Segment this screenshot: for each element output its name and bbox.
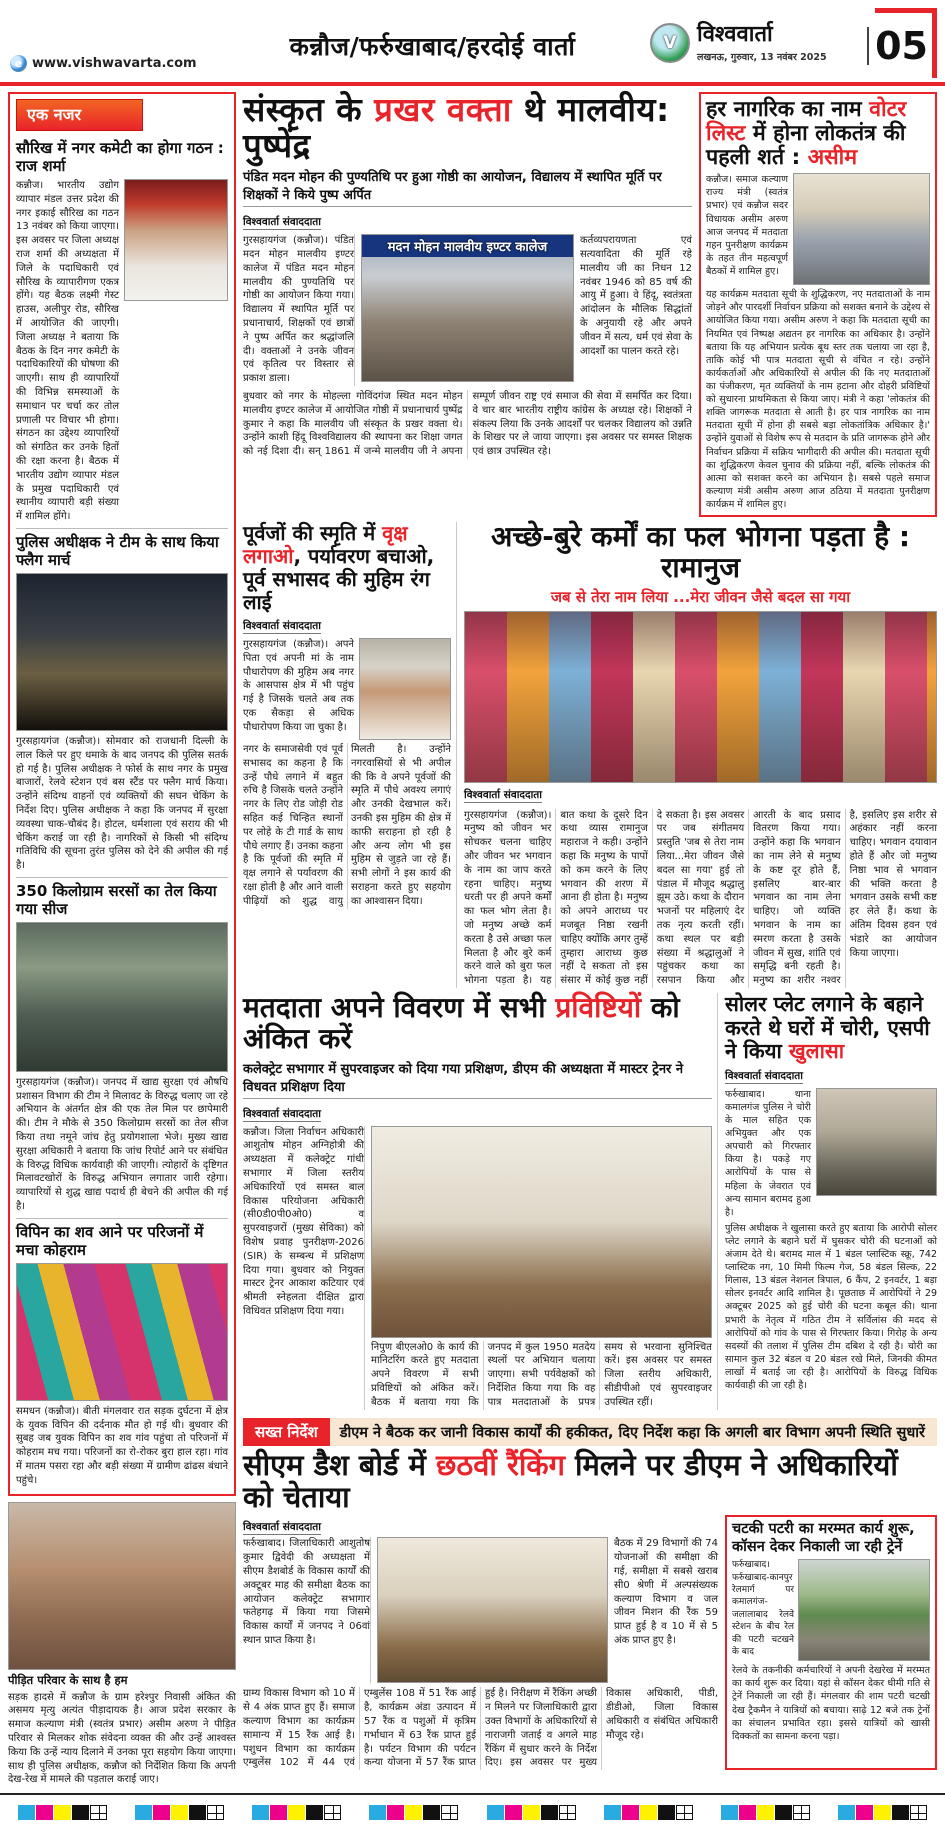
- article-body: बुधवार को नगर के मोहल्ला गोविंदगंज स्थित मदन मोहन मालवीय इण्टर कालेज में आयोजित गोष्ठी में प्रधानाचार्य पुष्पेंद्र कुमार ने कहा कि मालवीय जी संस्कृत के प्रखर वक्ता थे। उन्होंने काशी हिंदू विश्वविद्यालय की स्थापना कर शिक्षा जगत को नई दिशा दी। सन् 1861 में जन्मे मालवीय जी ने अपना सम्पूर्ण जीवन राष्ट्र एवं समाज की सेवा में समर्पित कर दिया। वे चार बार भारतीय राष्ट्रीय कांग्रेस के अध्यक्ष रहे। शिक्षकों ने संकल्प लिया कि उनके आदर्शों पर चलकर विद्यालय को उन्नति के शिखर पर ले जाया जाएगा। इस अवसर पर समस्त शिक्षक एवं छात्र उपस्थित रहे।: [243, 391, 692, 458]
- main-column: [243, 92, 937, 1787]
- browser-icon: e: [10, 55, 27, 72]
- headline-part: , पर्यावरण बचाओ, पूर्व सभासद की मुहिम रंग लाई: [243, 544, 435, 615]
- cyan-swatch: [252, 1805, 269, 1820]
- kicker-badge: सख्त निर्देश: [243, 1418, 330, 1446]
- article-body: ग्राम्य विकास विभाग को 10 में से 4 अंक प्राप्त हुए हैं। समाज कल्याण विभाग का कार्यक्रम सामान्य में 15 रैंक आई है। पशुधन विभाग का कार्यक्रम एम्बुलेंस 102 में 44 एवं एम्बुलेंस 108 में 51 रैंक आई है, कार्यक्रम अंडा उत्पादन में 57 रैंक व पशुओं में कृत्रिम गर्भाधान में 63 रैंक प्राप्त हुई है। पर्यटन विभाग की पर्यटन कन्या योजना में 57 रैंक प्राप्त हुई है। निरीक्षण में रैंकिंग अच्छी न मिलने पर जिलाधिकारी द्वारा उक्त विभागों के अधिकारियों से नाराजगी जताई व अगले माह रैंकिंग में सुधार करने के निर्देश दिए। इस अवसर पर मुख्य विकास अधिकारी, पीडी, डीडीओ, जिला विकास अधिकारी व संबंधित अधिकारी मौजूद रहे।: [243, 1688, 718, 1769]
- yellow-swatch: [757, 1805, 774, 1820]
- brand-name: विश्ववार्ता: [697, 21, 773, 47]
- headline-part: सोलर प्लेट लगाने के बहाने करते थे घरों में चोरी, एसपी ने किया: [725, 992, 930, 1064]
- headline-matdata[interactable]: [243, 993, 712, 1055]
- cyan-swatch: [135, 1805, 152, 1820]
- article-track-repair: [725, 1515, 937, 1770]
- headline-saurikh[interactable]: सौरिख में नगर कमेटी का होगा गठन : राज शर्मा: [16, 139, 224, 175]
- black-swatch: [775, 1805, 792, 1820]
- photo-college-gathering: [361, 234, 574, 382]
- photo-police-flag-march: [16, 573, 228, 731]
- yellow-swatch: [405, 1805, 422, 1820]
- yellow-swatch: [171, 1805, 188, 1820]
- registration-mark-icon: [910, 1805, 927, 1820]
- kicker-text: डीएम ने बैठक कर जानी विकास कार्यों की हकीकत, दिए निर्देश कहा कि अगली बार विभाग अपनी स्थिति सुधारें: [339, 1424, 925, 1441]
- article-tree-campaign: [243, 522, 457, 988]
- article-body: गुरसहायगंज (कन्नौज)। जनपद में खाद्य सुरक्षा एवं औषधि प्रशासन विभाग की टीम ने मिलावट के विरुद्ध चलाए जा रहे अभियान के अंतर्गत क्षेत्र की एक तेल मिल पर छापेमारी की। टीम ने मौके से 350 किलोग्राम सरसों का तेल सीज किया तथा नमूने जांच हेतु प्रयोगशाला भेजे। मुख्य खाद्य सुरक्षा अधिकारी ने बताया कि जांच रिपोर्ट आने पर संबंधित के विरुद्ध विधिक कार्यवाही की जाएगी। त्योहारों के दृष्टिगत मिलावटखोरों के विरुद्ध अभियान लगातार जारी रहेगा। व्यापारियों से शुद्ध खाद्य पदार्थ ही बेचने की अपील की गई है।: [16, 1076, 228, 1213]
- photo-banner-text: मदन मोहन मालवीय इण्टर कालेज: [362, 235, 573, 257]
- cyan-swatch: [721, 1805, 738, 1820]
- brand-logo: [650, 23, 875, 63]
- cmyk-group: [135, 1805, 224, 1820]
- masthead: [0, 0, 945, 82]
- article-body: कन्नौज। समाज कल्याण राज्य मंत्री (स्वतंत्र प्रभार) एवं कन्नौज सदर विधायक असीम अरुण आज जनपद में मतदाता गहन पुनरीक्षण कार्यक्रम के तहत तीन महत्वपूर्ण बैठकों में शामिल हुए।: [706, 174, 788, 277]
- black-swatch: [306, 1805, 323, 1820]
- yellow-swatch: [523, 1805, 540, 1820]
- headline-tree[interactable]: [243, 522, 451, 614]
- headline-part-red: वोटर लिस्ट: [706, 97, 907, 147]
- photo-police-arrest: [816, 1088, 937, 1196]
- magenta-swatch: [153, 1805, 170, 1820]
- article-body: कर्तव्यपरायणता एवं सत्यवादिता की मूर्ति रहे मालवीय जी का निधन 12 नवंबर 1946 को 85 वर्ष की आयु में हुआ। वे हिंदू, स्वतंत्रता आंदोलन के मौलिक सिद्धांतों के अनुयायी रहे और अपने जीवन में सत्य, धर्म एवं सेवा के आदर्शों का पालन करते रहे।: [580, 235, 692, 357]
- byline: विश्ववार्ता संवाददाता: [243, 1521, 322, 1534]
- photo-katha-crowd: [464, 611, 937, 783]
- article-body: बैठक में 29 विभागों की 74 योजनाओं की समीक्षा की गई, समीक्षा में सबसे खराब सी0 श्रेणी में अल्पसंख्यक कल्याण विभाग व जल जीवन मिशन की रैंक 59 प्राप्त हुई है व 10 में से 5 अंक प्राप्त हुए है।: [614, 1538, 718, 1646]
- page-number: 05: [867, 27, 928, 65]
- byline: विश्ववार्ता संवाददाता: [243, 216, 322, 229]
- headline-part: थे मालवीय: पुष्पेंद्र: [243, 90, 670, 165]
- headline-part: को अंकित करें: [243, 991, 680, 1055]
- subhead-matdata: कलेक्ट्रेट सभागार में सुपरवाइजर को दिया गया प्रशिक्षण, डीएम की अध्यक्षता में मास्टर ट्रेनर ने विधवत प्रशिक्षण दिया: [243, 1059, 712, 1099]
- masthead-rule: [0, 82, 945, 86]
- registration-mark-icon: [559, 1805, 576, 1820]
- article-body: निपुण बीएलओ0 के कार्य की मानिटरिंग करते हुए मतदाता अपने विवरण में सभी प्रविष्टियों को अंकित करें। बैठक में बताया गया कि जनपद में कुल 1950 मतदेय स्थलों पर अभियान चलाया जाएगा। सभी पर्यवेक्षकों को निर्देशित किया गया कि वह पात्र मतदाताओं के प्रपत्र समय से भरवाना सुनिश्चित करें। इस अवसर पर समस्त जिला स्तरीय अधिकारी, सीडीपीओ एवं सुपरवाइजर उपस्थित रहीं।: [371, 1341, 712, 1408]
- photo-oil-mill-raid: [16, 922, 228, 1072]
- yellow-swatch: [288, 1805, 305, 1820]
- headline-track[interactable]: चटकी पटरी का मरम्मत कार्य शुरू, कॉसन देकर निकाली जा रही ट्रेनें: [732, 1521, 915, 1555]
- headline-voter[interactable]: [706, 98, 930, 170]
- article-matdata-training: [243, 993, 718, 1410]
- headline-ramanuj[interactable]: अच्छे-बुरे कर्मों का फल भोगना पड़ता है : रामानुज: [490, 520, 911, 584]
- headline-vipin[interactable]: विपिन का शव आने पर परिजनों में मचा कोहराम: [16, 1218, 228, 1259]
- pidit-caption-title: पीड़ित परिवार के साथ है हम: [8, 1672, 128, 1687]
- photo-ex-councillor-portrait: [359, 638, 451, 740]
- ek-najar-title: एक नजर: [16, 99, 143, 131]
- yellow-swatch: [874, 1805, 891, 1820]
- subhead-malviya: पंडित मदन मोहन की पुण्यतिथि पर हुआ गोष्ठी का आयोजन, विद्यालय में स्थापित मूर्ति पर शिक्षकों ने किये पुष्प अर्पित: [243, 167, 692, 207]
- cyan-swatch: [369, 1805, 386, 1820]
- cmyk-group: [838, 1805, 927, 1820]
- article-body: गुरसहायगंज (कन्नौज)। सोमवार को राजधानी दिल्ली के लाल किले पर हुए धमाके के बाद जनपद की पुलिस सतर्क हो गई है। पुलिस अधीक्षक ने फोर्स के साथ नगर के प्रमुख बाजारों, रेलवे स्टेशन एवं बस स्टैंड पर फ्लैग मार्च किया। उन्होंने संदिग्ध वाहनों एवं व्यक्तियों की सघन चेकिंग के निर्देश दिए। पुलिस अधीक्षक ने कहा कि जनपद में सुरक्षा व्यवस्था चाक-चौबंद है। होटल, धर्मशाला एवं सराय की भी चेकिंग कराई जा रही है। नागरिकों से किसी भी संदिग्ध गतिविधि की सूचना तुरंत पुलिस को देने की अपील की गई है।: [16, 735, 228, 872]
- cyan-swatch: [487, 1805, 504, 1820]
- article-ramanuj: [464, 522, 937, 988]
- magenta-swatch: [739, 1805, 756, 1820]
- headline-part: में होना लोकतंत्र की पहली शर्त :: [706, 121, 906, 171]
- photo-review-meeting: [377, 1537, 608, 1683]
- black-swatch: [892, 1805, 909, 1820]
- cyan-swatch: [838, 1805, 855, 1820]
- photo-rail-repair: [798, 1559, 930, 1661]
- article-body: कन्नौज। भारतीय उद्योग व्यापार मंडल उत्तर प्रदेश की नगर इकाई सौरिख का गठन 13 नवंबर को किया जाएगा। इस अवसर पर जिला अध्यक्ष राज शर्मा की अध्यक्षता में जिले के पदाधिकारी एवं सौरिख के व्यापारीगण एकत्र होंगे। यह बैठक लक्ष्मी गेस्ट हाउस, अलीपुर रोड, सौरिख में आयोजित की जाएगी। जिला अध्यक्ष ने बताया कि बैठक के दिन नगर कमेटी के पदाधिकारियों की घोषणा की जाएगी। साथ ही व्यापारियों की विभिन्न समस्याओं के समाधान पर चर्चा कर तोल प्रणाली पर विचार भी होगा। संगठन का उद्देश्य व्यापारियों को संगठित कर उनके हितों की रक्षा करना है। बैठक में भारतीय उद्योग व्यापार मंडल के प्रमुख पदाधिकारी एवं स्थानीय व्यापारी बड़ी संख्या में शामिल होंगे।: [16, 180, 119, 523]
- magenta-swatch: [387, 1805, 404, 1820]
- article-solar-theft: [725, 993, 937, 1410]
- yellow-swatch: [640, 1805, 657, 1820]
- byline: विश्ववार्ता संवाददाता: [464, 788, 543, 801]
- registration-mark-icon: [324, 1805, 341, 1820]
- cmyk-group: [604, 1805, 693, 1820]
- article-body: नगर के समाजसेवी एवं पूर्व सभासद का कहना है कि उन्हें पौधे लगाने में बहुत रुचि है जिसके चलते उन्होंने नगर के लिए रोड जोड़ी रोड सहित कई चिन्हित स्थानों पर लोहे के टी गार्ड के साथ पौधे लगाए हैं। उनका कहना है कि पूर्वजों की स्मृति में वृक्ष लगाने से पर्यावरण की रक्षा होती है और आने वाली पीढ़ियों को शुद्ध वायु मिलती है। उन्होंने नगरवासियों से भी अपील की कि वे अपने पूर्वजों की स्मृति में पौधे अवश्य लगाएं और उनकी देखभाल करें। उनकी इस मुहिम की क्षेत्र में काफी सराहना हो रही है और अन्य लोग भी इस मुहिम से जुड़ते जा रहे हैं। सभी लोगों ने इस कार्य की सराहना करते हुए सहयोग का आश्वासन दिया।: [243, 744, 451, 907]
- cmyk-group: [369, 1805, 458, 1820]
- article-body: कन्नौज। जिला निर्वाचन अधिकारी आशुतोष मोहन अग्निहोत्री की अध्यक्षता में कलेक्ट्रेट गांधी सभागार में जिला स्तरीय अधिकारियों एवं समस्त बाल विकास परियोजना अधिकारी (सी0डी0पी0ओ0) व सुपरवाइजरों (मुख्य सेविका) को विशेष प्रवाह पुनरीक्षण-2026 (SIR) के सम्बन्ध में प्रशिक्षण दिया गया। बुधवार को नियुक्त मास्टर ट्रेनर आकाश कटियार एवं श्रीमती स्नेहलता दीक्षित द्वारा विधिवत प्रशिक्षण दिया गया।: [243, 1126, 365, 1410]
- headline-part: मतदाता अपने विवरण में सभी: [243, 991, 556, 1025]
- registration-mark-icon: [441, 1805, 458, 1820]
- black-swatch: [189, 1805, 206, 1820]
- article-body: गुरसहायगंज (कन्नौज)। अपने पिता एवं अपनी मां के नाम पौधारोपण की मुहिम अब नगर के आसपास क्षेत्र में भी पहुंच गई है जिसके चलते अब तक एक सैकड़ा से अधिक पौधारोपण किया जा चुका है।: [243, 639, 354, 733]
- cmyk-group: [487, 1805, 576, 1820]
- headline-malviya[interactable]: [243, 92, 692, 163]
- photo-mourning-family: [16, 1263, 228, 1401]
- magenta-swatch: [622, 1805, 639, 1820]
- black-swatch: [658, 1805, 675, 1820]
- article-body: समधन (कन्नौज)। बीती मंगलवार रात सड़क दुर्घटना में क्षेत्र के युवक विपिन की दर्दनाक मौत हो गई थी। बुधवार की सुबह जब युवक विपिन का शव गांव पहुंचा तो परिजनों में कोहराम मच गया। परिजनों का रो-रोकर बुरा हाल रहा। गांव में मातम पसरा रहा और बड़ी संख्या में ग्रामीण ढांढस बंधाने पहुंचे।: [16, 1405, 228, 1486]
- headline-part-red: छठवीं रैंकिंग: [436, 1447, 565, 1482]
- kicker-strip: [243, 1418, 937, 1446]
- registration-mark-icon: [207, 1805, 224, 1820]
- headline-cm-dashboard[interactable]: [243, 1447, 937, 1514]
- dateline: लखनऊ, गुरुवार, 13 नवंबर 2025: [697, 51, 827, 63]
- page-number-frame: [875, 8, 937, 78]
- black-swatch: [72, 1805, 89, 1820]
- article-body: रेलवे के तकनीकी कर्मचारियों ने अपनी देखरेख में मरम्मत का कार्य शुरू कर दिया। यहां से कॉसन देकर धीमी गति से ट्रेनें निकाली जा रही हैं। मंगलवार की शाम पटरी चटखी देख ट्रैकमैन ने यात्रियों को बचाया। साढ़े 12 बजे तक ट्रेनों का संचालन प्रभावित रहा। इससे यात्रियों को खासी दिक्कतों का सामना करना पड़ा।: [732, 1665, 930, 1742]
- magenta-swatch: [505, 1805, 522, 1820]
- headline-part: सीएम डैश बोर्ड में: [243, 1447, 437, 1482]
- photo-raj-sharma-portrait: [124, 179, 228, 301]
- site-url[interactable]: [10, 55, 215, 80]
- headline-part: पूर्वजों की स्मृति में: [243, 521, 383, 546]
- photo-collectorate-training: [371, 1126, 712, 1338]
- byline: विश्ववार्ता संवाददाता: [243, 1107, 322, 1120]
- left-column: [8, 92, 236, 1787]
- ek-najar-box: [8, 92, 236, 1496]
- article-body: गुरसहायगंज (कन्नौज)। मनुष्य को जीवन भर सोचकर चलना चाहिए और जीवन भर भगवान के नाम का जाप करते रहना चाहिए। मनुष्य धरती पर ही अपने कर्मों का फल भोग लेता है। जो मनुष्य अच्छे कर्म करता है उसे अच्छा फल मिलता है और बुरे कर्म करने वाले को बुरा फल भोगना पड़ता है। यह बात कथा के दूसरे दिन कथा व्यास रामानुज महाराज ने कही। उन्होंने कहा कि मनुष्य के पापों को कम करने के लिए भगवान की शरण में आना ही होता है। मनुष्य को अपने आराध्य पर मजबूत निष्ठा रखनी चाहिए क्योंकि अगर तुम्हें तुम्हारा आराध्य कुछ नहीं दे सकता तो इस संसार में कोई कुछ नहीं दे सकता है। इस अवसर पर जब संगीतमय प्रस्तुति 'जब से तेरा नाम लिया...मेरा जीवन जैसे बदल सा गया' हुई तो पंडाल में मौजूद श्रद्धालु झूम उठे। कथा के दौरान भजनों पर महिलाएं देर तक नृत्य करती रहीं। कथा स्थल पर बड़ी संख्या में श्रद्धालुओं ने पहुंचकर कथा का रसपान किया और आरती के बाद प्रसाद वितरण किया गया। उन्होंने कहा कि भगवान का नाम लेने से मनुष्य के कष्ट दूर होते हैं, इसलिए बार-बार भगवान का नाम लेना चाहिए। जो व्यक्ति भगवान के नाम का स्मरण करता है उसके जीवन में सुख, शांति एवं समृद्धि बनी रहती है। मनुष्य का शरीर नश्वर है, इसलिए इस शरीर से अहंकार नहीं करना चाहिए। भगवान दयावान होते हैं और जो मनुष्य निष्ठा भाव से भगवान की भक्ति करता है भगवान उसके सभी कष्ट हर लेते हैं। कथा के अंतिम दिवस हवन एवं भंडारे का आयोजन किया जाएगा।: [464, 809, 937, 987]
- photo-minister-with-family: [8, 1502, 236, 1670]
- cmyk-group: [18, 1805, 107, 1820]
- cmyk-group: [252, 1805, 341, 1820]
- cyan-swatch: [604, 1805, 621, 1820]
- globe-icon: V: [650, 23, 690, 63]
- headline-oil-seized[interactable]: 350 किलोग्राम सरसों का तेल किया गया सीज: [16, 877, 228, 918]
- article-body: फर्रुखाबाद। फर्रुखाबाद-कानपुर रेलमार्ग पर कमालगंज-जलालाबाद रेलवे स्टेशन के बीच रेल की पटरी चटखने के बाद: [732, 1560, 794, 1658]
- headline-flag-march[interactable]: पुलिस अधीक्षक ने टीम के साथ किया फ्लैग मार्च: [16, 528, 228, 569]
- article-body: फर्रुखाबाद। थाना कमालगंज पुलिस ने चोरी के माल सहित एक अभियुक्त और एक अपचारी को गिरफ्तार किया है। पकड़े गए आरोपियों के पास से महिला के जेवरात एवं अन्य सामान बरामद हुआ है।: [725, 1088, 811, 1218]
- article-cm-dashboard: [243, 1415, 937, 1771]
- cmyk-group: [721, 1805, 810, 1820]
- article-malviya: [243, 92, 692, 517]
- headline-part: मिलने पर डीएम ने अधिकारियों को चेताया: [243, 1447, 898, 1514]
- article-body: गुरसहायगंज (कन्नौज)। पंडित मदन मोहन मालवीय इण्टर कालेज में पंडित मदन मोहन मालवीय की पुण्यतिथि पर गोष्ठी का आयोजन किया गया। विद्यालय में स्थापित मूर्ति पर प्रधानाचार्य, शिक्षकों एवं छात्रों ने पुष्प अर्पित कर श्रद्धांजलि दी। वक्ताओं ने उनके जीवन एवं कृतित्व पर विस्तार से प्रकाश डाला।: [243, 235, 354, 385]
- press-color-bars: [0, 1793, 945, 1832]
- headline-part: संस्कृत के: [243, 90, 375, 129]
- registration-mark-icon: [90, 1805, 107, 1820]
- pidit-caption-body: सड़क हादसे में कन्नौज के ग्राम हरेश्पुर निवासी अंकित की असमय मृत्यु अत्यंत पीड़ादायक है। आज प्रदेश सरकार के समाज कल्याण मंत्री (स्वतंत्र प्रभार) असीम अरुण ने पीड़ित परिवार से मिलकर शोक संवेदना व्यक्त की और उन्हें आश्वस्त किया कि उन्हें न्याय दिलाने में उनका पूरा सहयोग किया जाएगा। साथ ही पुलिस अधीक्षक, कन्नौज को निर्देशित किया कि अपनी देख-रेख में मामले की पड़ताल कराई जाए।: [8, 1691, 236, 1786]
- edition-title: कन्नौज/फर्रुखाबाद/हरदोई वार्ता: [289, 32, 576, 61]
- byline: विश्ववार्ता संवाददाता: [243, 620, 322, 633]
- magenta-swatch: [270, 1805, 287, 1820]
- headline-part-red: खुलासा: [788, 1039, 845, 1064]
- photo-aseem-speech: [793, 173, 930, 285]
- black-swatch: [423, 1805, 440, 1820]
- article-body: फर्रुखाबाद। जिलाधिकारी आशुतोष कुमार द्विवेदी की अध्यक्षता में सीएम डैशबोर्ड के विकास कार्यों की अक्टूबर माह की समीक्षा बैठक का आयोजन कलेक्ट्रेट सभागार फतेहगढ़ में किया गया जिसमे विकास कार्यों में जनपद ने 06वां स्थान प्राप्त किया है।: [243, 1537, 371, 1683]
- registration-mark-icon: [793, 1805, 810, 1820]
- headline-part: हर नागरिक का नाम: [706, 97, 870, 122]
- article-voter-list: [699, 92, 937, 517]
- registration-mark-icon: [676, 1805, 693, 1820]
- headline-part-red: असीम: [807, 145, 858, 171]
- cyan-swatch: [18, 1805, 35, 1820]
- headline-part-red: वृक्ष लगाओ: [243, 521, 408, 569]
- article-body: पुलिस अधीक्षक ने खुलासा करते हुए बताया कि आरोपी सोलर प्लेट लगाने के बहाने घरों में घुसकर चोरी की घटनाओं को अंजाम देते थे। बरामद माल में 1 बंडल प्लास्टिक स्क्रू, 742 प्लास्टिक नग, 10 मिमी फिल्म गेज, 58 बंडल सिल्क, 22 गिलास, 13 बंडल नेशनल त्रिपाल, 6 कैंप, 2 इनवर्टर, 1 बड़ा सोलर इनवर्टर आदि शामिल है। पूछताछ में आरोपियों ने 29 अक्टूबर 2025 को हुई चोरी की घटना कबूल की। थाना प्रभारी के नेतृत्व में गठित टीम ने सर्विलांस की मदद से आरोपियों को गांव के पास से गिरफ्तार किया। गिरोह के अन्य सदस्यों की तलाश में पुलिस टीम दबिश दे रही है। चोरी का सामान कुल 32 बंडल व 20 बंडल रखे मिले, जिनकी कीमत लाखों में बताई जा रही है। आरोपियों के विरुद्ध विधिक कार्यवाही की जा रही है।: [725, 1222, 937, 1392]
- headline-part-red: प्रखर वक्ता: [374, 90, 512, 129]
- headline-solar[interactable]: [725, 993, 937, 1064]
- yellow-swatch: [54, 1805, 71, 1820]
- site-url-text[interactable]: www.vishwavarta.com: [32, 56, 197, 71]
- headline-part-red: प्रविष्टियों: [555, 991, 642, 1025]
- black-swatch: [541, 1805, 558, 1820]
- subhead-ramanuj: जब से तेरा नाम लिया ...मेरा जीवन जैसे बदल सा गया: [550, 587, 851, 606]
- magenta-swatch: [856, 1805, 873, 1820]
- magenta-swatch: [36, 1805, 53, 1820]
- article-body: यह कार्यक्रम मतदाता सूची के शुद्धिकरण, नए मतदाताओं के नाम जोड़ने और पारदर्शी निर्वाचन प्रक्रिया को सशक्त बनाने के उद्देश्य से आयोजित किया गया। असीम अरुण ने कहा कि मतदाता सूची का नियमित एवं निष्पक्ष अद्यतन हर नागरिक का अधिकार है। उन्होंने बताया कि यह अभियान प्रत्येक बूथ स्तर तक चलाया जा रहा है, ताकि कोई भी पात्र मतदाता सूची से वंचित न रहे। उन्होंने कार्यकर्ताओं और अधिकारियों से अपील की कि नए मतदाताओं का पंजीकरण, मृत व्यक्तियों के नाम हटाना और दोहरी प्रविष्टियों को सुधारना प्राथमिकता से किया जाए। मंत्री ने कहा 'लोकतंत्र की शक्ति जागरूक मतदाता से आती है। हर पात्र नागरिक का नाम मतदाता सूची में होना ही सबसे बड़ा लोकतांत्रिक अधिकार है।' उन्होंने युवाओं से विशेष रूप से मतदान के प्रति जागरूक होने और निर्वाचन प्रक्रिया में सक्रिय भागीदारी की अपील की। मतदाता सूची का शुद्धिकरण केवल चुनाव की प्रक्रिया नहीं, बल्कि लोकतंत्र की आत्मा को सशक्त करने का अभियान है। सबसे पहले समाज कल्याण मंत्री असीम अरुण आज ठठिया में मतदाता पुनरीक्षण कार्यक्रम में शामिल हुए।: [706, 289, 930, 510]
- byline: विश्ववार्ता संवाददाता: [725, 1069, 804, 1082]
- pidit-family-block: [8, 1502, 236, 1788]
